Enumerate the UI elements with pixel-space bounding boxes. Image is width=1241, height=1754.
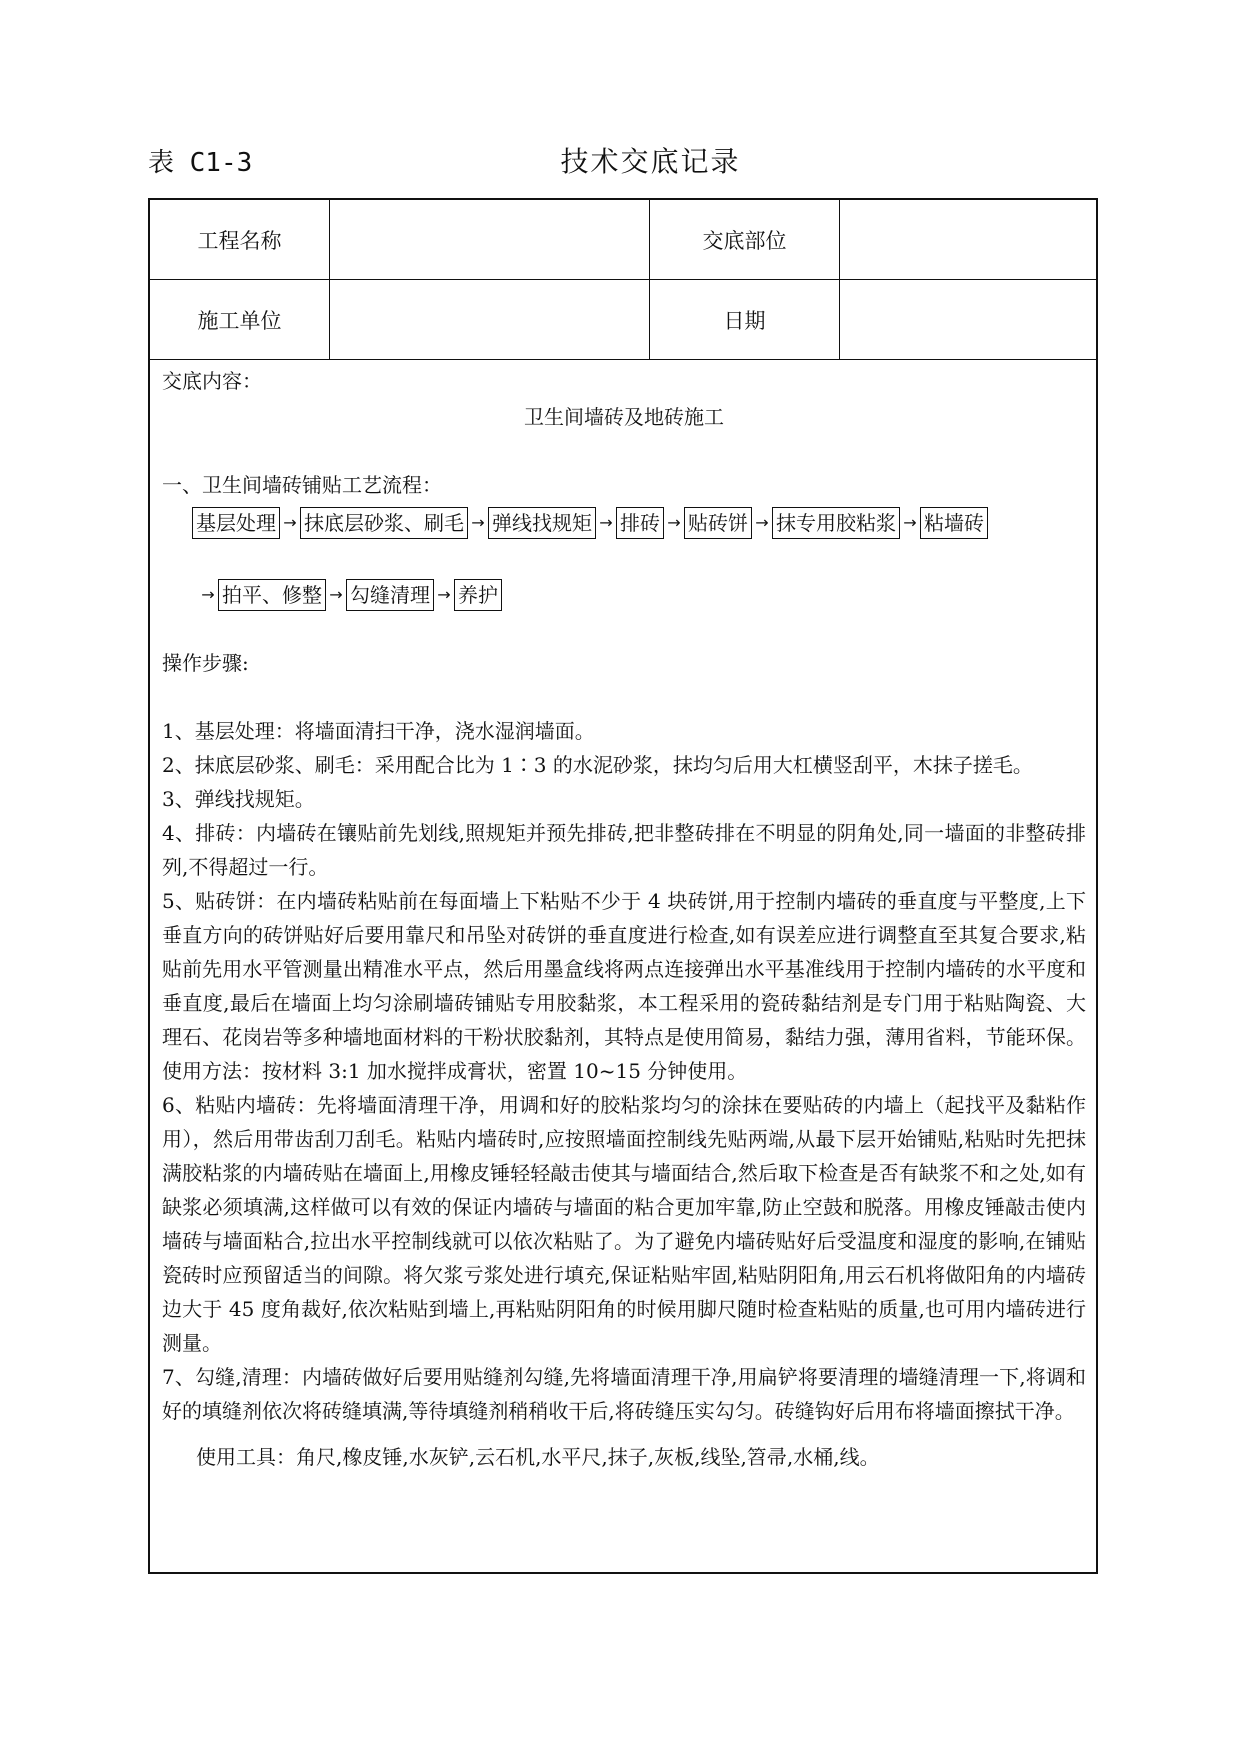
date-label: 日期	[650, 280, 840, 360]
step-paragraph: 6、粘贴内墙砖：先将墙面清理干净，用调和好的胶粘浆均匀的涂抹在要贴砖的内墙上（起找平及黏粘作用），然后用带齿刮刀刮毛。粘贴内墙砖时,应按照墙面控制线先贴两端,从最下层开始铺贴,粘贴时先把抹满胶粘浆的内墙砖贴在墙面上,用橡皮锤轻轻敲击使其与墙面结合,然后取下检查是否有缺浆不和之处,如有缺浆必须填满,这样做可以有效的保证内墙砖与墙面的粘合更加牢靠,防止空鼓和脱落。用橡皮锤敲击使内墙砖与墙面粘合,拉出水平控制线就可以依次粘贴了。为了避免内墙砖贴好后受温度和湿度的影响,在铺贴瓷砖时应预留适当的间隙。将欠浆亏浆处进行填充,保证粘贴牢固,粘贴阴阳角,用云石机将做阳角的内墙砖边大于 45 度角裁好,依次粘贴到墙上,再粘贴阴阳角的时候用脚尺随时检查粘贴的质量,也可用内墙砖进行测量。	[162, 1093, 1086, 1355]
location-value[interactable]	[840, 200, 1096, 280]
arrow-right-icon: →	[755, 513, 769, 532]
flow-step: 拍平、修整	[218, 579, 326, 611]
content-label: 交底内容：	[162, 369, 262, 393]
step-paragraph: 1、基层处理：将墙面清扫干净，浇水湿润墙面。	[162, 719, 595, 743]
flow-step: 贴砖饼	[684, 507, 752, 539]
tools-paragraph: 使用工具：角尺,橡皮锤,水灰铲,云石机,水平尺,抹子,灰板,线坠,笤帚,水桶,线。	[196, 1445, 880, 1469]
flow-step: 弹线找规矩	[488, 507, 596, 539]
document-title: 技术交底记录	[560, 145, 741, 178]
arrow-right-icon: →	[903, 513, 917, 532]
flow-step: 基层处理	[192, 507, 280, 539]
content-subtitle: 卫生间墙砖及地砖施工	[524, 405, 724, 429]
content-area	[162, 364, 1086, 1562]
steps-title: 操作步骤:	[162, 651, 249, 675]
flow-step: 抹底层砂浆、刷毛	[300, 507, 468, 539]
step-paragraph: 7、勾缝,清理：内墙砖做好后要用贴缝剂勾缝,先将墙面清理干净,用扁铲将要清理的墙缝清理一下,将调和好的填缝剂依次将砖缝填满,等待填缝剂稍稍收干后,将砖缝压实勾匀。砖缝钩好后用布将墙面擦拭干净。	[162, 1365, 1086, 1423]
flow-step: 抹专用胶粘浆	[772, 507, 900, 539]
section1-title: 一、卫生间墙砖铺贴工艺流程：	[162, 473, 442, 497]
flow-step: 排砖	[616, 507, 664, 539]
flow-step: 粘墙砖	[920, 507, 988, 539]
flow-step: 勾缝清理	[346, 579, 434, 611]
date-value[interactable]	[840, 280, 1096, 360]
location-label: 交底部位	[650, 200, 840, 280]
arrow-right-icon: →	[437, 585, 451, 604]
process-flow-row2	[162, 578, 1086, 612]
arrow-right-icon: →	[283, 513, 297, 532]
step-paragraph: 4、排砖：内墙砖在镶贴前先划线,照规矩并预先排砖,把非整砖排在不明显的阴角处,同一墙面的非整砖排列,不得超过一行。	[162, 821, 1086, 879]
arrow-right-icon: →	[201, 585, 215, 604]
arrow-right-icon: →	[471, 513, 485, 532]
process-flow-row1	[162, 506, 1086, 540]
form-code: 表 C1-3	[148, 148, 253, 178]
arrow-right-icon: →	[667, 513, 681, 532]
contractor-label: 施工单位	[150, 280, 330, 360]
project-name-label: 工程名称	[150, 200, 330, 280]
step-paragraph: 2、抹底层砂浆、刷毛：采用配合比为 1∶3 的水泥砂浆，抹均匀后用大杠横竖刮平，木抹子搓毛。	[162, 753, 1033, 777]
project-name-value[interactable]	[330, 200, 650, 280]
step-paragraph: 5、贴砖饼：在内墙砖粘贴前在每面墙上下粘贴不少于 4 块砖饼,用于控制内墙砖的垂直度与平整度,上下垂直方向的砖饼贴好后要用靠尺和吊坠对砖饼的垂直度进行检查,如有误差应进行调整直至其复合要求,粘贴前先用水平管测量出精准水平点，然后用墨盒线将两点连接弹出水平基准线用于控制内墙砖的水平度和垂直度,最后在墙面上均匀涂刷墙砖铺贴专用胶黏浆，本工程采用的瓷砖黏结剂是专门用于粘贴陶瓷、大理石、花岗岩等多种墙地面材料的干粉状胶黏剂，其特点是使用简易，黏结力强，薄用省料，节能环保。使用方法：按材料 3:1 加水搅拌成膏状，密置 10~15 分钟使用。	[162, 889, 1086, 1083]
flow-step: 养护	[454, 579, 502, 611]
arrow-right-icon: →	[329, 585, 343, 604]
arrow-right-icon: →	[599, 513, 613, 532]
record-table	[148, 198, 1098, 1574]
contractor-value[interactable]	[330, 280, 650, 360]
step-paragraph: 3、弹线找规矩。	[162, 787, 315, 811]
